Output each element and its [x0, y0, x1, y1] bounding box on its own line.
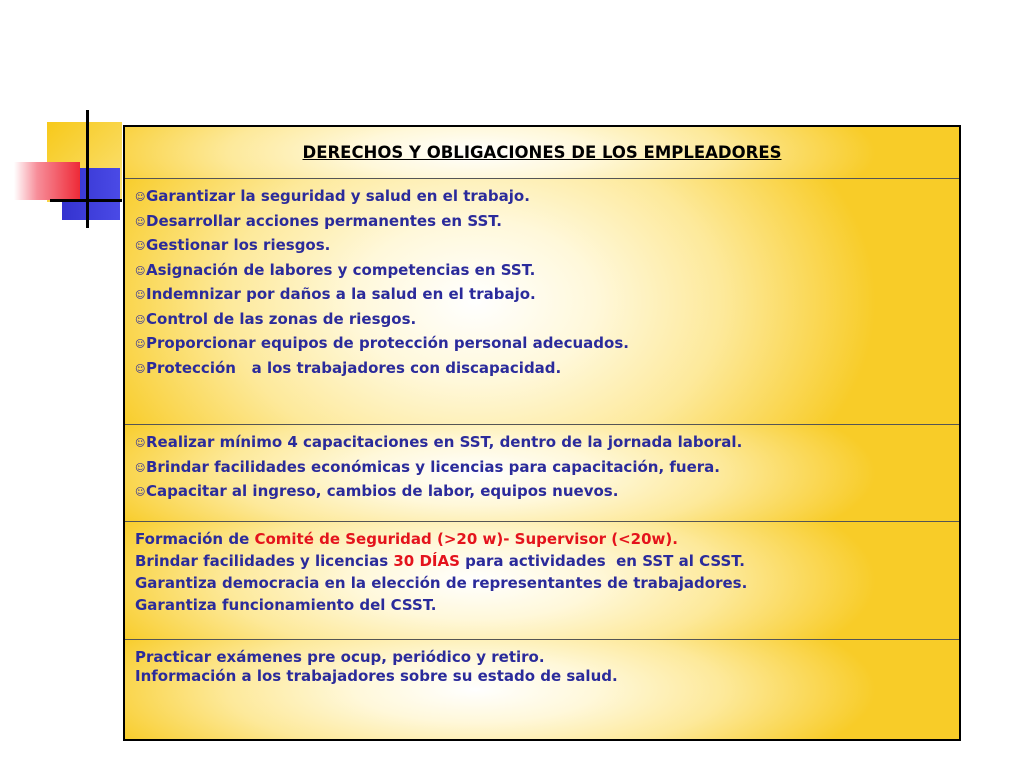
list-item [135, 430, 949, 455]
obligations-table [123, 125, 961, 741]
smiley-icon: ☺ [135, 462, 146, 474]
list-item [135, 184, 949, 209]
list-item-text: Indemnizar por daños a la salud en el trabajo. [146, 285, 536, 303]
section-health [125, 640, 959, 739]
list-item-text: Asignación de labores y competencias en SST. [146, 260, 536, 279]
functioning-line: Garantiza funcionamiento del CSST. [135, 596, 437, 614]
exams-line: Practicar exámenes pre ocup, periódico y retiro. [135, 648, 545, 666]
smiley-icon: ☺ [135, 314, 146, 326]
list-item-text: Brindar facilidades económicas y licencias para capacitación, fuera. [146, 457, 720, 476]
smiley-icon: ☺ [135, 438, 146, 449]
section-training [125, 425, 959, 522]
list-item [135, 258, 949, 283]
list-item [135, 209, 949, 234]
section-general-obligations [125, 179, 959, 425]
smiley-icon: ☺ [135, 192, 146, 203]
table-title: DERECHOS Y OBLIGACIONES DE LOS EMPLEADORES [302, 143, 782, 162]
smiley-icon: ☺ [135, 339, 146, 350]
smiley-icon: ☺ [135, 241, 146, 252]
list-item-text: Garantizar la seguridad y salud en el trabajo. [146, 187, 530, 205]
logo-vertical-line [86, 110, 89, 228]
committee-line: Formación de Comité de Seguridad (>20 w)- Supervisor (<20w). [135, 530, 678, 548]
section-committee [125, 522, 959, 640]
list-item [135, 331, 949, 356]
list-item-text: Control de las zonas de riesgos. [146, 309, 417, 328]
licenses-line: Brindar facilidades y licencias 30 DÍAS para actividades en SST al CSST. [135, 552, 745, 570]
list-item-text: Proporcionar equipos de protección personal adecuados. [146, 334, 629, 352]
list-item [135, 282, 949, 307]
table-header-cell [125, 127, 959, 179]
days-highlight: 30 DÍAS [393, 552, 460, 570]
list-item-text: Realizar mínimo 4 capacitaciones en SST, dentro de la jornada laboral. [146, 433, 743, 451]
list-item-text: Capacitar al ingreso, cambios de labor, equipos nuevos. [146, 482, 619, 500]
list-item-text: Protección a los trabajadores con discapacidad. [146, 358, 562, 377]
smiley-icon: ☺ [135, 290, 146, 301]
smiley-icon: ☺ [135, 363, 146, 375]
smiley-icon: ☺ [135, 487, 146, 498]
list-item [135, 455, 949, 480]
decorative-logo [0, 0, 130, 240]
information-line: Información a los trabajadores sobre su estado de salud. [135, 667, 618, 685]
list-item [135, 479, 949, 504]
list-item-text: Desarrollar acciones permanentes en SST. [146, 211, 502, 230]
smiley-icon: ☺ [135, 265, 146, 277]
logo-horizontal-line [50, 199, 122, 202]
democracy-line: Garantiza democracia en la elección de representantes de trabajadores. [135, 574, 748, 592]
list-item [135, 356, 949, 381]
smiley-icon: ☺ [135, 216, 146, 228]
logo-red-bar [14, 162, 80, 200]
list-item [135, 233, 949, 258]
list-item [135, 307, 949, 332]
committee-highlight: Comité de Seguridad (>20 w)- Supervisor (<20w). [254, 530, 678, 548]
list-item-text: Gestionar los riesgos. [146, 236, 331, 254]
